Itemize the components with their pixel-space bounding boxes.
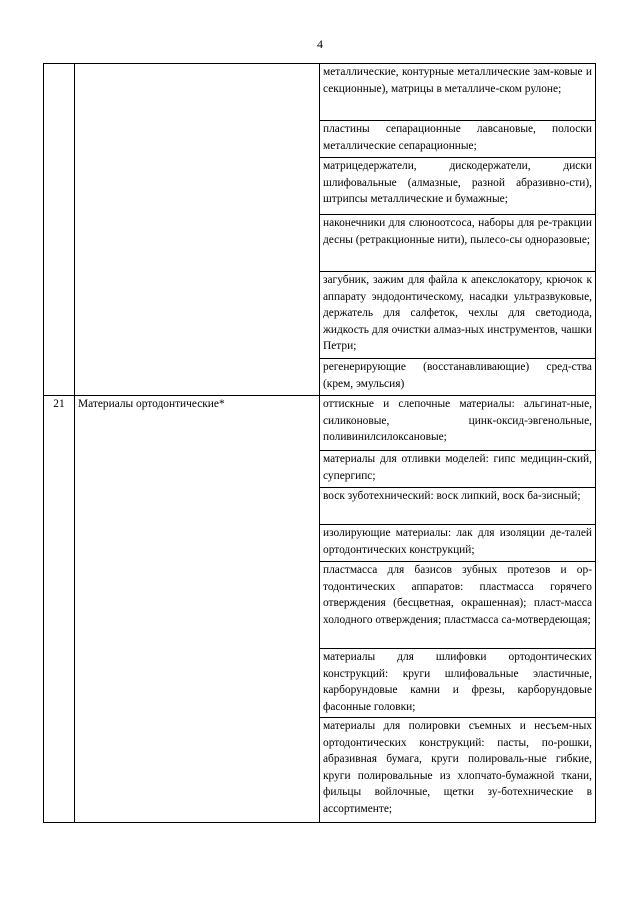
row-name-cell: Материалы ортодонтические* [75, 396, 320, 823]
page-number: 4 [317, 37, 323, 51]
item-cell: материалы для отливки моделей: гипс медицин-ский, супергипс; [320, 451, 596, 488]
item-cell: наконечники для слюноотсоса, наборы для ре-тракции десны (ретракционные нити), пылесо-сы одноразовые; [320, 215, 596, 272]
row-number-cell: 21 [44, 396, 75, 823]
item-cell: загубник, зажим для файла к апекслокатору, крючок к аппарату эндодонтическому, насадки ультразвуковые, держатель для салфеток, чехлы для светодиода, жидкость для очистки алмаз-ных инструментов, чашки Петри; [320, 272, 596, 359]
item-cell: изолирующие материалы: лак для изоляции де-талей ортодонтических конструкций; [320, 525, 596, 562]
row-name-cell [75, 64, 320, 396]
row-number-cell [44, 64, 75, 396]
table-row [44, 64, 596, 121]
item-cell: воск зуботехнический: воск липкий, воск ба-зисный; [320, 488, 596, 525]
item-cell: материалы для шлифовки ортодонтических конструкций: круги шлифовальные эластичные, карборундовые камни и фрезы, карборундовые фасонные головки; [320, 649, 596, 718]
table-row [44, 396, 596, 451]
item-cell: материалы для полировки съемных и несъем-ных ортодонтических конструкций: пасты, по-рошки, абразивная бумага, круги полироваль-ные гибкие, круги полировальные из хлопчато-бумажной ткани, фильцы войлочные, щетки зу-ботехнические в ассортименте; [320, 718, 596, 823]
materials-table [43, 63, 596, 823]
item-cell: пластмасса для базисов зубных протезов и ор-тодонтических аппаратов: пластмасса горячего отверждения (бесцветная, окрашенная); пласт-масса холодного отверждения; пластмасса са-мотвердеющая; [320, 562, 596, 649]
item-cell: пластины сепарационные лавсановые, полоски металлические сепарационные; [320, 121, 596, 158]
item-cell: оттискные и слепочные материалы: альгинат-ные, силиконовые, цинк-оксид-эвгенольные, поливинилсилоксановые; [320, 396, 596, 451]
item-cell: матрицедержатели, дискодержатели, диски шлифовальные (алмазные, разной абразивно-сти), штрипсы металлические и бумажные; [320, 158, 596, 215]
item-cell: регенерирующие (восстанавливающие) сред-ства (крем, эмульсия) [320, 359, 596, 396]
item-cell: металлические, контурные металлические зам-ковые и секционные), матрицы в металличе-ском рулоне; [320, 64, 596, 121]
